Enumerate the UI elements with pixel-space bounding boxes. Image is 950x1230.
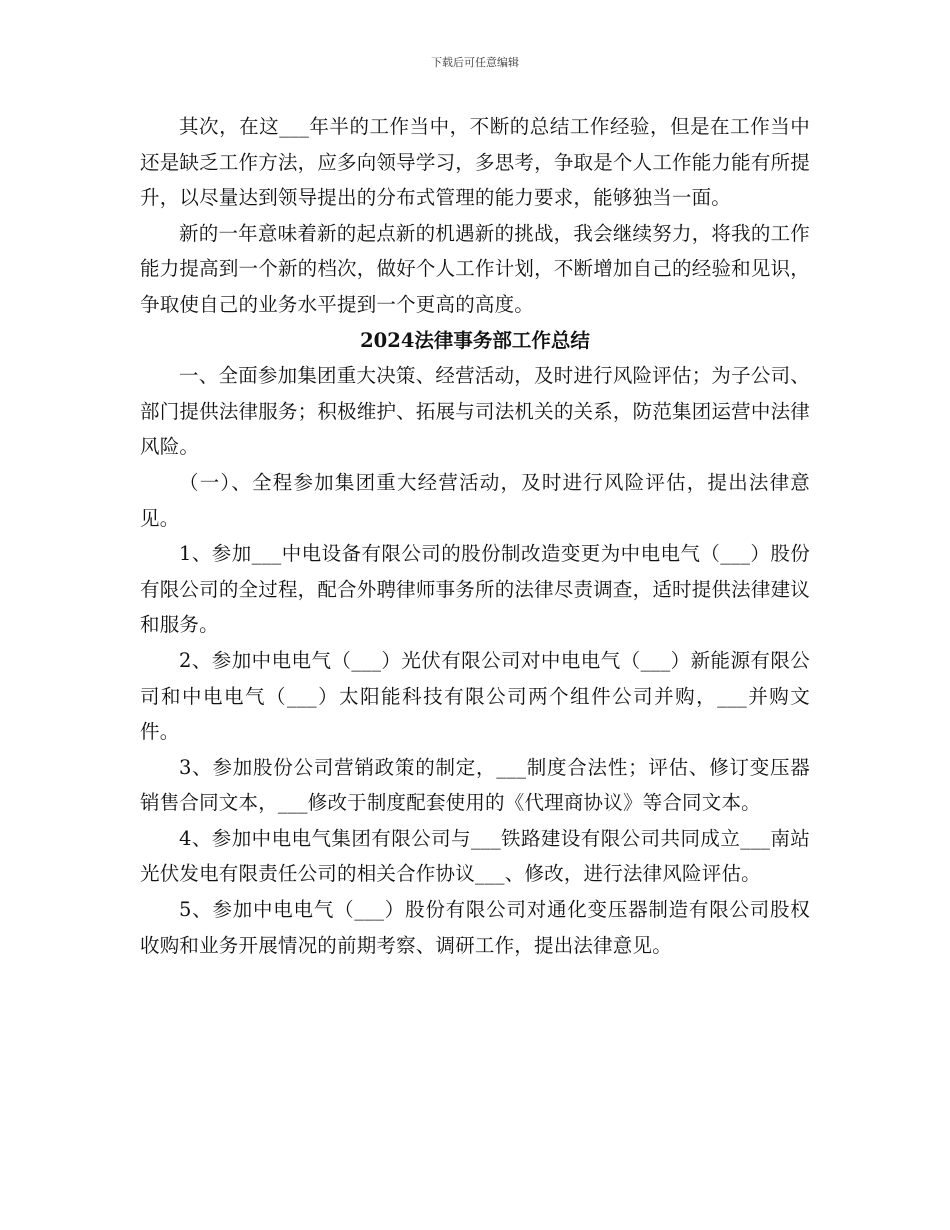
page-header-note: 下载后可任意编辑 xyxy=(431,56,519,69)
paragraph-section-1: 一、全面参加集团重大决策、经营活动，及时进行风险评估；为子公司、部门提供法律服务；积极维护、拓展与司法机关的关系，防范集团运营中法律风险。 xyxy=(140,364,810,459)
paragraph-intro-2: 新的一年意味着新的起点新的机遇新的挑战，我会继续努力，将我的工作能力提高到一个新的档次，做好个人工作计划，不断增加自己的经验和见识，争取使自己的业务水平提到一个更高的高度。 xyxy=(140,221,810,316)
document-body xyxy=(140,109,810,963)
section-title: 2024法律事务部工作总结 xyxy=(360,328,590,352)
paragraph-item-5: 5、参加中电电气（___）股份有限公司对通化变压器制造有限公司股权收购和业务开展情况的前期考察、调研工作，提出法律意见。 xyxy=(140,898,810,957)
paragraph-item-1: 1、参加___中电设备有限公司的股份制改造变更为中电电气（___）股份有限公司的全过程，配合外聘律师事务所的法律尽责调查，适时提供法律建议和服务。 xyxy=(140,542,810,637)
paragraph-item-4: 4、参加中电电气集团有限公司与___铁路建设有限公司共同成立___南站光伏发电有限责任公司的相关合作协议___、修改，进行法律风险评估。 xyxy=(140,826,810,886)
paragraph-item-2: 2、参加中电电气（___）光伏有限公司对中电电气（___）新能源有限公司和中电电气（___）太阳能科技有限公司两个组件公司并购，___并购文件。 xyxy=(140,648,810,744)
paragraph-section-2: （一）、全程参加集团重大经营活动，及时进行风险评估，提出法律意见。 xyxy=(140,470,810,530)
paragraph-intro-1: 其次，在这___年半的工作当中，不断的总结工作经验，但是在工作当中还是缺乏工作方法，应多向领导学习，多思考，争取是个人工作能力能有所提升，以尽量达到领导提出的分布式管理的能力要求，能够独当一面。 xyxy=(140,115,810,210)
paragraph-item-3: 3、参加股份公司营销政策的制定，___制度合法性；评估、修订变压器销售合同文本，___修改于制度配套使用的《代理商协议》等合同文本。 xyxy=(140,755,810,815)
